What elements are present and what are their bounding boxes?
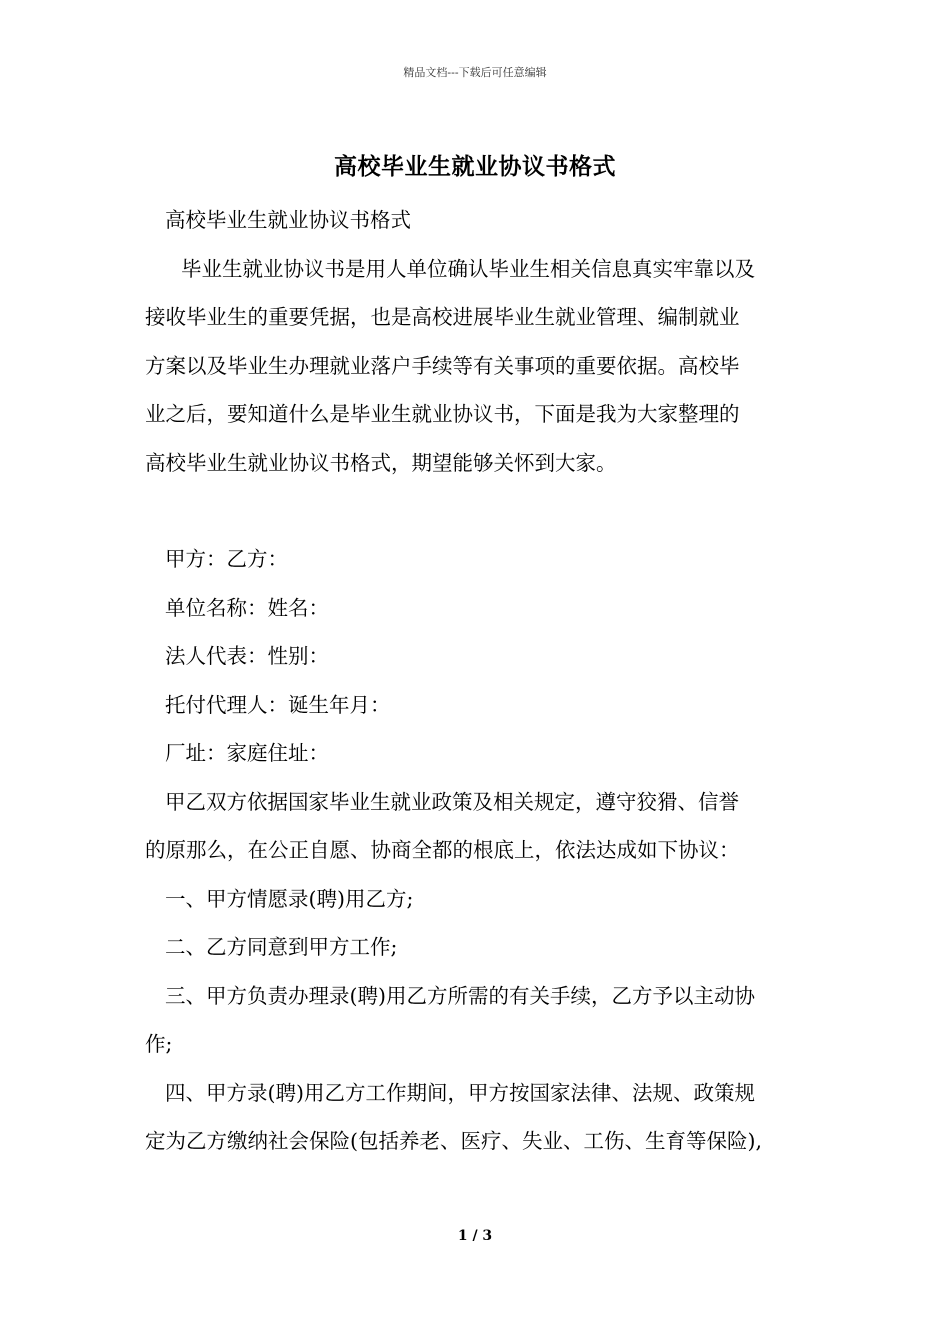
- document-subtitle: 高校毕业生就业协议书格式: [165, 208, 411, 232]
- intro-line-4: 业之后，要知道什么是毕业生就业协议书，下面是我为大家整理的: [145, 402, 740, 426]
- page-header: 精品文档---下载后可任意编辑: [403, 66, 547, 79]
- intro-line-5: 高校毕业生就业协议书格式，期望能够关怀到大家。: [145, 450, 617, 475]
- clause-3-line-2: 作;: [145, 1032, 173, 1056]
- clause-2: 二、乙方同意到甲方工作;: [165, 935, 398, 959]
- document-title: 高校毕业生就业协议书格式: [334, 153, 616, 180]
- intro-line-2: 接收毕业生的重要凭据，也是高校进展毕业生就业管理、编制就业: [145, 305, 740, 329]
- field-agent: 托付代理人：诞生年月：: [165, 692, 391, 717]
- clause-4-line-1: 四、甲方录(聘)用乙方工作期间，甲方按国家法律、法规、政策规: [165, 1080, 755, 1105]
- paragraph-spacer: [145, 487, 810, 535]
- field-address: 厂址：家庭住址：: [165, 741, 329, 765]
- clause-3-line-1: 三、甲方负责办理录(聘)用乙方所需的有关手续，乙方予以主动协: [165, 983, 755, 1008]
- agreement-line-1: 甲乙双方依据国家毕业生就业政策及相关规定，遵守狡猾、信誉: [165, 789, 739, 814]
- agreement-line-2: 的原那么，在公正自愿、协商全都的根底上，依法达成如下协议：: [145, 838, 740, 862]
- clause-1: 一、甲方情愿录(聘)用乙方;: [165, 886, 414, 911]
- field-parties: 甲方：乙方：: [165, 547, 288, 571]
- intro-line-1: 毕业生就业协议书是用人单位确认毕业生相关信息真实牢靠以及: [181, 256, 755, 281]
- page-indicator: 1 / 3: [457, 1228, 493, 1244]
- clause-4-line-2: 定为乙方缴纳社会保险(包括养老、医疗、失业、工伤、生育等保险),: [145, 1129, 763, 1153]
- field-unit-name: 单位名称：姓名：: [165, 595, 329, 620]
- field-legal-rep: 法人代表：性别：: [165, 644, 329, 668]
- document-body: [145, 196, 810, 1166]
- intro-line-3: 方案以及毕业生办理就业落户手续等有关事项的重要依据。高校毕: [145, 353, 740, 378]
